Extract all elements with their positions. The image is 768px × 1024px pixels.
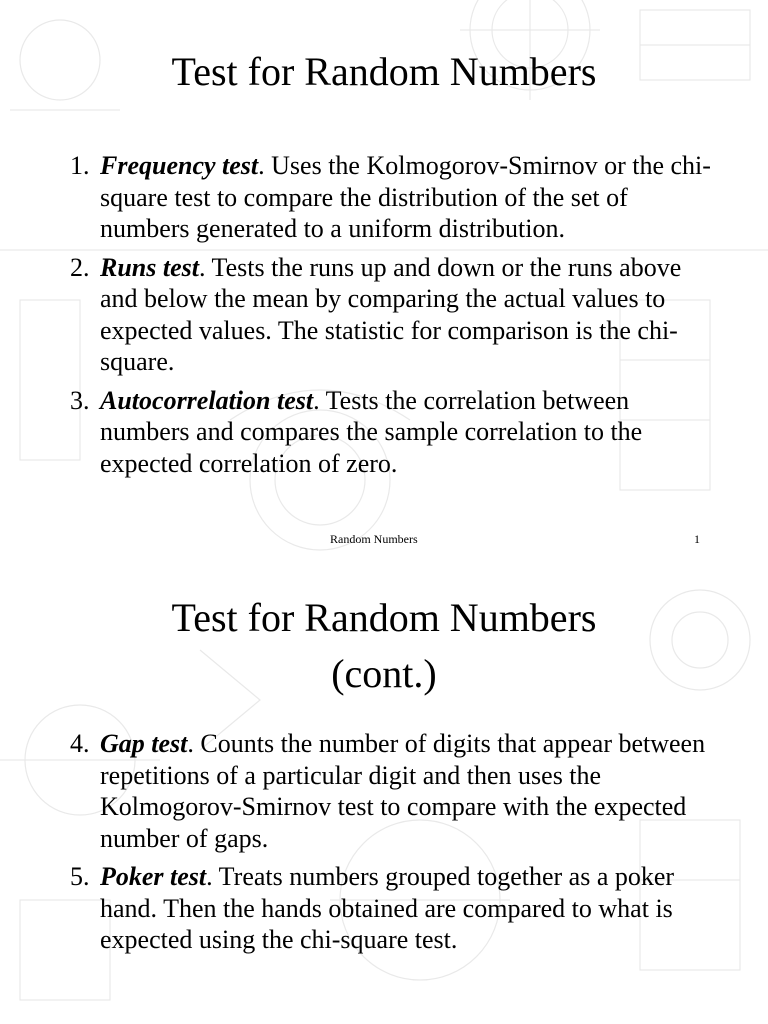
page-number: 1 — [694, 532, 700, 546]
list-item — [70, 252, 720, 378]
item-term: Autocorrelation test — [100, 385, 314, 415]
item-text: . Treats numbers grouped together as a poker hand. Then the hands obtained are compared to what is expected using the chi-square test. — [100, 862, 675, 954]
item-term: Frequency test — [100, 151, 259, 180]
item-term: Gap test — [100, 729, 188, 758]
slide-2 — [0, 580, 768, 1024]
item-text: . Counts the number of digits that appear between repetitions of a particular digit and then uses the Kolmogorov-Smirnov test to compare with the expected number of gaps. — [100, 729, 706, 853]
item-number: 2. — [70, 252, 90, 282]
item-text: . Uses the Kolmogorov-Smirnov or the chi-square test to compare the distribution of the set of numbers generated to a uniform distribution. — [100, 151, 711, 243]
slide-title — [0, 580, 768, 702]
list-item — [70, 385, 720, 480]
item-number: 4. — [70, 729, 90, 758]
item-number: 1. — [70, 151, 90, 180]
test-list — [70, 728, 720, 963]
item-text: . Tests the correlation between numbers and compares the sample correlation to the expected correlation of zero. — [100, 385, 643, 478]
item-term: Runs test — [100, 252, 199, 282]
test-list — [70, 150, 720, 486]
list-item — [70, 861, 720, 956]
slide-title: Test for Random Numbers — [171, 49, 597, 94]
slide-title-line-2: (cont.) — [331, 651, 437, 696]
footer-label: Random Numbers — [330, 532, 418, 546]
item-term: Poker test — [100, 862, 207, 891]
list-item — [70, 728, 720, 854]
slide-title-line-1: Test for Random Numbers — [171, 595, 597, 640]
list-item — [70, 150, 720, 245]
item-text: . Tests the runs up and down or the runs above and below the mean by comparing the actual values to expected values. The statistic for comparison is the chi-square. — [100, 252, 682, 376]
item-number: 5. — [70, 862, 90, 891]
item-number: 3. — [70, 385, 90, 415]
